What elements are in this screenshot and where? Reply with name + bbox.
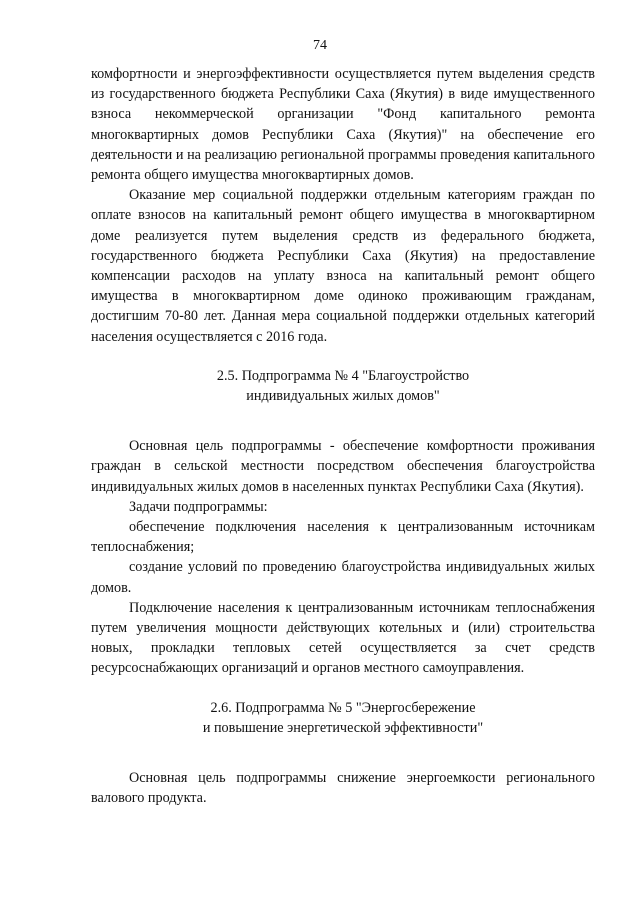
page-number: 74	[313, 38, 327, 53]
paragraph-task-1: обеспечение подключения населения к централизованным источникам теплоснабжения;	[91, 519, 595, 556]
paragraph-social-support: Оказание мер социальной поддержки отдельным категориям граждан по оплате взносов на капитальный ремонт общего имущества в многоквартирном доме реализуется путем выделения средств из федерального бюджета, государственного бюджета Республики Саха (Якутия) на предоставление компенсации расходов на уплату взноса на капитальный ремонт общего имущества в многоквартирном доме одиноко проживающим гражданам, достигшим 70-80 лет. Данная мера социальной поддержки отдельных категорий населения осуществляется с 2016 года.	[91, 187, 595, 345]
section-heading-2-6-line2: и повышение энергетической эффективности"	[202, 719, 484, 736]
paragraph-tasks-title: Задачи подпрограммы:	[129, 498, 268, 515]
section-heading-2-5	[91, 366, 595, 406]
section-heading-2-5-line1: 2.5. Подпрограмма № 4 "Благоустройство	[216, 367, 470, 384]
paragraph-continuation: комфортности и энергоэффективности осуществляется путем выделения средств из государственного бюджета Республики Саха (Якутия) в виде имущественного взноса некоммерческой организации "Фонд капитального ремонта многоквартирных домов Республики Саха (Якутия)" на обеспечение его деятельности и на реализацию региональной программы проведения капитального ремонта общего имущества многоквартирных домов.	[91, 66, 595, 184]
section-heading-2-5-line2: индивидуальных жилых домов"	[246, 388, 440, 405]
spacer	[91, 406, 595, 436]
section-heading-2-6	[91, 698, 595, 738]
paragraph-goal-2-6: Основная цель подпрограммы снижение энергоемкости регионального валового продукта.	[91, 770, 595, 807]
paragraph-heat-connection: Подключение населения к централизованным источникам теплоснабжения путем увеличения мощности действующих котельных и (или) строительства новых, прокладки тепловых сетей осуществляется за счет средств ресурсоснабжающих организаций и органов местного самоуправления.	[91, 599, 595, 677]
section-heading-2-6-line1: 2.6. Подпрограмма № 5 "Энергосбережение	[210, 699, 476, 716]
spacer	[91, 738, 595, 768]
paragraph-task-2: создание условий по проведению благоустройства индивидуальных жилых домов.	[91, 559, 595, 596]
spacer	[91, 347, 595, 366]
spacer	[91, 679, 595, 698]
paragraph-goal-2-5: Основная цель подпрограммы - обеспечение комфортности проживания граждан в сельской местности посредством обеспечения благоустройства индивидуальных жилых домов в населенных пунктах Республики Саха (Якутия).	[91, 438, 595, 495]
page-body	[91, 64, 595, 809]
